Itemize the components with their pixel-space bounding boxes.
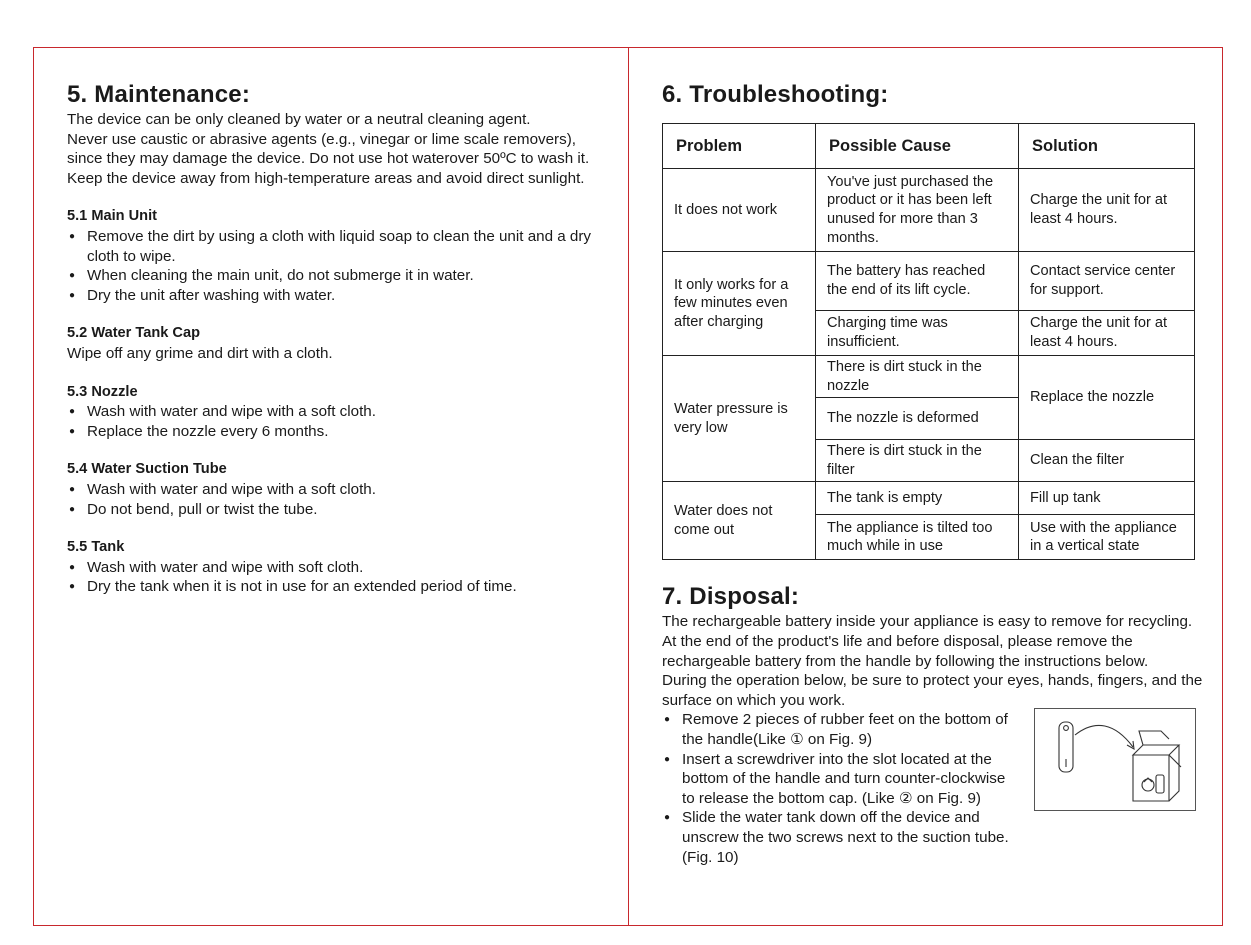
table-row xyxy=(663,482,1195,515)
list-item: ● Dry the tank when it is not in use for an extended period of time. xyxy=(67,577,612,597)
page-divider xyxy=(628,47,629,926)
maintenance-title: 5. Maintenance: xyxy=(67,81,251,108)
disposal-intro-line: The rechargeable battery inside your appliance is easy to remove for recycling. xyxy=(662,613,1193,631)
cause-cell: The battery has reached the end of its lift cycle. xyxy=(816,252,1019,311)
cause-cell: You've just purchased the product or it has been left unused for more than 3 months. xyxy=(816,169,1019,252)
battery-recycling-figure xyxy=(1034,708,1196,811)
list-item: ● Insert a screwdriver into the slot located at the bottom of the handle and turn counter-clockwise to release the bottom cap. (Like ② on Fig. 9) xyxy=(662,750,1022,809)
list-item: ● Wash with water and wipe with a soft cloth. xyxy=(67,402,612,422)
troubleshooting-section xyxy=(662,80,1212,867)
disposal-list xyxy=(662,710,1022,867)
nozzle-heading: 5.3 Nozzle xyxy=(67,383,138,400)
list-item: ● Replace the nozzle every 6 months. xyxy=(67,422,612,442)
list-item: ● Wash with water and wipe with a soft cloth. xyxy=(67,480,612,500)
table-row xyxy=(663,169,1195,252)
maintenance-intro-line: The device can be only cleaned by water or a neutral cleaning agent. xyxy=(67,111,531,128)
header-solution: Solution xyxy=(1019,124,1195,169)
solution-cell: Fill up tank xyxy=(1019,482,1195,515)
list-item: ● Dry the unit after washing with water. xyxy=(67,286,612,306)
maintenance-intro-line: Keep the device away from high-temperature areas and avoid direct sunlight. xyxy=(67,169,585,187)
cause-cell: The nozzle is deformed xyxy=(816,398,1019,440)
solution-cell: Replace the nozzle xyxy=(1019,356,1195,440)
table-row xyxy=(663,252,1195,311)
problem-cell: Water pressure is very low xyxy=(663,356,816,482)
main-unit-list xyxy=(67,227,612,305)
header-possible-cause: Possible Cause xyxy=(816,124,1019,169)
cause-cell: There is dirt stuck in the filter xyxy=(816,440,1019,482)
suction-tube-list xyxy=(67,480,612,519)
cause-cell: The tank is empty xyxy=(816,482,1019,515)
cause-cell: Charging time was insufficient. xyxy=(816,311,1019,356)
maintenance-intro-line: since they may damage the device. Do not use hot waterover 50ºC to wash it. xyxy=(67,150,590,168)
solution-cell: Charge the unit for at least 4 hours. xyxy=(1019,311,1195,356)
list-item: ● Slide the water tank down off the device and unscrew the two screws next to the suction tube. (Fig. 10) xyxy=(662,808,1022,867)
disposal-intro-line: surface on which you work. xyxy=(662,691,846,709)
maintenance-intro-line: Never use caustic or abrasive agents (e.g., vinegar or lime scale removers), xyxy=(67,130,576,148)
battery-recycling-illustration xyxy=(1035,709,1195,810)
header-problem: Problem xyxy=(663,124,816,169)
problem-cell: It does not work xyxy=(663,169,816,252)
nozzle-list xyxy=(67,402,612,441)
disposal-intro-line: At the end of the product's life and before disposal, please remove the xyxy=(662,632,1133,650)
troubleshooting-title: 6. Troubleshooting: xyxy=(662,81,889,108)
list-item: ● Wash with water and wipe with soft cloth. xyxy=(67,558,612,578)
solution-cell: Charge the unit for at least 4 hours. xyxy=(1019,169,1195,252)
list-item: ● Remove 2 pieces of rubber feet on the bottom of the handle(Like ① on Fig. 9) xyxy=(662,710,1022,749)
disposal-title: 7. Disposal: xyxy=(662,583,800,611)
disposal-intro-line: rechargeable battery from the handle by following the instructions below. xyxy=(662,652,1149,670)
maintenance-section xyxy=(67,80,612,597)
list-item: ● When cleaning the main unit, do not submerge it in water. xyxy=(67,266,612,286)
cause-cell: The appliance is tilted too much while in use xyxy=(816,515,1019,560)
tank-list xyxy=(67,558,612,597)
list-item: ● Do not bend, pull or twist the tube. xyxy=(67,500,612,520)
water-tank-cap-heading: 5.2 Water Tank Cap xyxy=(67,325,201,342)
cause-cell: There is dirt stuck in the nozzle xyxy=(816,356,1019,398)
table-header-row xyxy=(663,124,1195,169)
troubleshooting-table xyxy=(662,123,1195,560)
tank-heading: 5.5 Tank xyxy=(67,539,125,556)
suction-tube-heading: 5.4 Water Suction Tube xyxy=(67,461,227,478)
solution-cell: Use with the appliance in a vertical state xyxy=(1019,515,1195,560)
table-row xyxy=(663,356,1195,398)
solution-cell: Clean the filter xyxy=(1019,440,1195,482)
list-item: ● Remove the dirt by using a cloth with liquid soap to clean the unit and a dry cloth to wipe. xyxy=(67,227,612,266)
problem-cell: Water does not come out xyxy=(663,482,816,560)
solution-cell: Contact service center for support. xyxy=(1019,252,1195,311)
problem-cell: It only works for a few minutes even after charging xyxy=(663,252,816,356)
water-tank-cap-text: Wipe off any grime and dirt with a cloth. xyxy=(67,344,333,362)
disposal-intro-line: During the operation below, be sure to protect your eyes, hands, fingers, and the xyxy=(662,672,1203,690)
main-unit-heading: 5.1 Main Unit xyxy=(67,208,158,225)
